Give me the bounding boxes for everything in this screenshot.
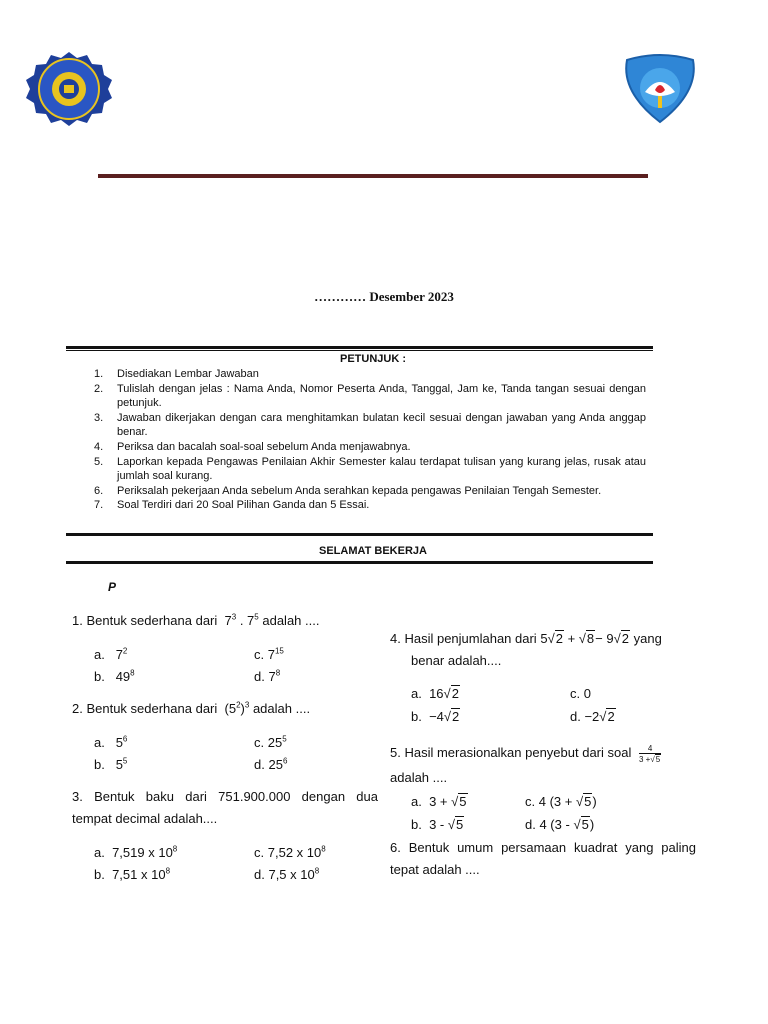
math-coefficient: 5 (540, 631, 548, 646)
option-5c[interactable] (525, 794, 597, 809)
math-exponent: 6 (282, 756, 288, 766)
math-base: 7,519 x 10 (112, 845, 173, 860)
math-exponent: 3 (244, 700, 250, 710)
math-exponent: 6 (122, 734, 128, 744)
option-3c[interactable] (254, 845, 326, 860)
exam-date: ………… Desember 2023 (314, 289, 454, 304)
radicand: 5 (459, 794, 467, 809)
option-4b[interactable] (411, 709, 460, 724)
option-4d[interactable] (570, 709, 616, 724)
radicand: 2 (451, 686, 459, 701)
math-base: (5 (224, 701, 237, 716)
math-exponent: 3 (231, 612, 237, 622)
question-2 (72, 698, 310, 720)
math-exponent: 5 (282, 734, 287, 744)
math-exponent: 8 (314, 866, 320, 876)
option-label: a. (94, 845, 105, 860)
math-exponent: 2 (236, 700, 241, 710)
option-1d[interactable] (254, 669, 280, 684)
radicand: 5 (584, 794, 592, 809)
math-base: 7,52 x 10 (267, 845, 322, 860)
math-exponent: 8 (165, 866, 171, 876)
instruction-number: 4. (94, 440, 104, 453)
instruction-number: 7. (94, 499, 104, 512)
option-label: b. (94, 867, 105, 882)
math-base: 7 (247, 613, 255, 628)
math-operator: − (595, 631, 603, 646)
closing-rule (66, 561, 653, 564)
option-label: d. (570, 709, 581, 724)
question-3-line-1: 3. Bentuk baku dari 751.900.000 dengan dua (72, 789, 378, 804)
fraction (639, 744, 661, 764)
math-expression: 3 + (429, 794, 448, 809)
math-coefficient: −2 (584, 709, 600, 724)
header-rule (98, 174, 648, 178)
math-exponent: 2 (122, 646, 128, 656)
radicand: 2 (452, 709, 460, 724)
math-expression: 4 (3 - (539, 817, 570, 832)
instruction-text: Periksa dan bacalah soal-soal sebelum Anda menjawabnya. (117, 440, 411, 453)
option-2a[interactable] (94, 735, 127, 750)
option-3d[interactable] (254, 867, 319, 882)
sqrt: √2 (443, 709, 460, 724)
closing-text: SELAMAT BEKERJA (319, 545, 427, 557)
radicand: 2 (607, 709, 615, 724)
sqrt: √5 (447, 817, 464, 832)
question-text: yang (633, 631, 662, 646)
question-text: 1. Bentuk sederhana dari (72, 613, 218, 628)
fraction-numerator: 4 (647, 743, 653, 753)
instruction-text: Laporkan kepada Pengawas Penilaian Akhir Semester kalau terdapat tulisan yang kurang jelas, rusak atau jumlah soal kurang. (117, 455, 646, 483)
option-label: c. (525, 794, 536, 809)
math-base: 7 (224, 613, 232, 628)
radicand: 5 (456, 817, 464, 832)
option-label: d. (254, 669, 265, 684)
math-base: 7,5 x 10 (268, 867, 315, 882)
option-5b[interactable] (411, 817, 464, 832)
sqrt: √8 (578, 631, 595, 646)
question-text: 2. Bentuk sederhana dari (72, 701, 218, 716)
math-base: 25 (267, 735, 283, 750)
sqrt: √2 (599, 709, 615, 724)
math-exponent: 5 (122, 756, 128, 766)
math-operator: ) (589, 817, 595, 832)
option-label: a. (94, 647, 105, 662)
option-label: b. (94, 669, 105, 684)
option-2c[interactable] (254, 735, 287, 750)
option-label: d. (525, 817, 536, 832)
question-text: adalah .... (262, 613, 320, 628)
option-label: b. (94, 757, 105, 772)
option-label: c. (254, 647, 265, 662)
option-label: c. (254, 735, 265, 750)
sqrt: √5 (573, 817, 589, 832)
math-operator: . (236, 613, 248, 628)
option-4a[interactable] (411, 686, 460, 701)
sqrt: √5 (575, 794, 592, 809)
math-exponent: 8 (130, 668, 135, 678)
math-base: 7 (268, 669, 276, 684)
instruction-number: 3. (94, 411, 104, 424)
radicand: 5 (655, 754, 661, 764)
question-text: adalah .... (252, 701, 311, 716)
question-6-line-1: 6. Bentuk umum persamaan kuadrat yang paling (390, 840, 696, 855)
math-exponent: 8 (172, 844, 178, 854)
option-label: a. (94, 735, 105, 750)
math-operator: ) (240, 701, 245, 716)
question-text: 4. Hasil penjumlahan dari (390, 631, 537, 646)
math-base: 49 (115, 669, 131, 684)
sqrt: √2 (547, 631, 563, 646)
math-base: 5 (115, 757, 123, 772)
option-5a[interactable] (411, 794, 468, 809)
option-label: b. (411, 817, 422, 832)
radicand: 2 (555, 631, 563, 646)
sqrt: √2 (613, 631, 629, 646)
option-label: a. (411, 794, 422, 809)
math-base: 5 (115, 735, 123, 750)
question-4-line-2: benar adalah.... (411, 653, 502, 668)
radicand: 2 (621, 631, 629, 646)
question-5-line-2: adalah .... (390, 770, 448, 785)
option-label: c. (254, 845, 265, 860)
question-4 (390, 628, 662, 650)
petunjuk-bottom-rule (66, 533, 653, 536)
question-3-line-2: tempat decimal adalah.... (72, 811, 218, 826)
instruction-number: 1. (94, 368, 104, 380)
option-1b[interactable] (94, 669, 135, 684)
option-3b[interactable] (94, 867, 170, 882)
instruction-text: Periksalah pekerjaan Anda sebelum Anda serahkan kepada pengawas Penilaian Tengah Semester. (117, 484, 602, 497)
sqrt: √5 (451, 794, 467, 809)
school-seal-logo (24, 50, 114, 128)
section-mark: P (108, 580, 117, 594)
instruction-number: 2. (94, 382, 104, 395)
instruction-item (94, 455, 646, 484)
instruction-item (94, 484, 646, 499)
option-5d[interactable] (525, 817, 594, 832)
option-4c[interactable] (570, 686, 591, 701)
fraction-denominator (639, 753, 661, 764)
question-6-line-2: tepat adalah .... (390, 862, 480, 877)
math-operator: + (567, 631, 576, 646)
math-coefficient: 16 (429, 686, 444, 701)
instruction-text: Jawaban dikerjakan dengan cara menghitamkan bulatan kecil sesuai dengan jawaban yang Anda anggap benar. (117, 411, 646, 439)
instruction-text: Disediakan Lembar Jawaban (117, 368, 259, 380)
math-expression: 4 (3 + (538, 794, 573, 809)
instruction-text: Soal Terdiri dari 20 Soal Pilihan Ganda dan 5 Essai. (117, 499, 370, 512)
math-operator: ) (592, 794, 597, 809)
option-text: 0 (583, 686, 591, 701)
math-exponent: 8 (275, 668, 281, 678)
question-text: 5. Hasil merasionalkan penyebut dari soal (390, 745, 632, 760)
math-exponent: 5 (254, 612, 259, 622)
math-base: 7,51 x 10 (112, 867, 166, 882)
option-label: d. (254, 867, 265, 882)
instruction-text: Tulislah dengan jelas : Nama Anda, Nomor Peserta Anda, Tanggal, Jam ke, Tanda tangan sesuai dengan petunjuk. (117, 382, 646, 410)
petunjuk-top-rule (66, 346, 653, 351)
option-label: b. (411, 709, 422, 724)
option-1a[interactable] (94, 647, 127, 662)
math-exponent: 15 (274, 646, 284, 656)
instruction-item (94, 440, 646, 455)
instruction-list (94, 367, 646, 513)
instruction-item (94, 382, 646, 411)
question-1 (72, 610, 319, 632)
radicand: 8 (586, 631, 595, 646)
option-label: a. (411, 686, 422, 701)
instruction-item (94, 498, 646, 513)
option-2b[interactable] (94, 757, 127, 772)
math-expression: 3 + (638, 754, 651, 764)
radicand: 5 (581, 817, 589, 832)
math-base: 7 (115, 647, 123, 662)
sqrt: √5 (650, 754, 661, 764)
instruction-item (94, 411, 646, 440)
math-expression: 3 - (429, 817, 445, 832)
instruction-number: 6. (94, 484, 104, 497)
question-5 (390, 742, 661, 764)
option-3a[interactable] (94, 845, 177, 860)
option-label: c. (570, 686, 581, 701)
tut-wuri-handayani-logo (617, 52, 703, 124)
math-coefficient: −4 (429, 709, 444, 724)
option-2d[interactable] (254, 757, 287, 772)
option-label: d. (254, 757, 265, 772)
math-coefficient: 9 (606, 631, 614, 646)
petunjuk-title: PETUNJUK : (339, 353, 406, 365)
math-base: 25 (268, 757, 283, 772)
instruction-item (94, 367, 646, 382)
sqrt: √2 (443, 686, 459, 701)
math-base: 7 (267, 647, 275, 662)
instruction-number: 5. (94, 455, 104, 468)
math-exponent: 8 (321, 844, 326, 854)
option-1c[interactable] (254, 647, 284, 662)
